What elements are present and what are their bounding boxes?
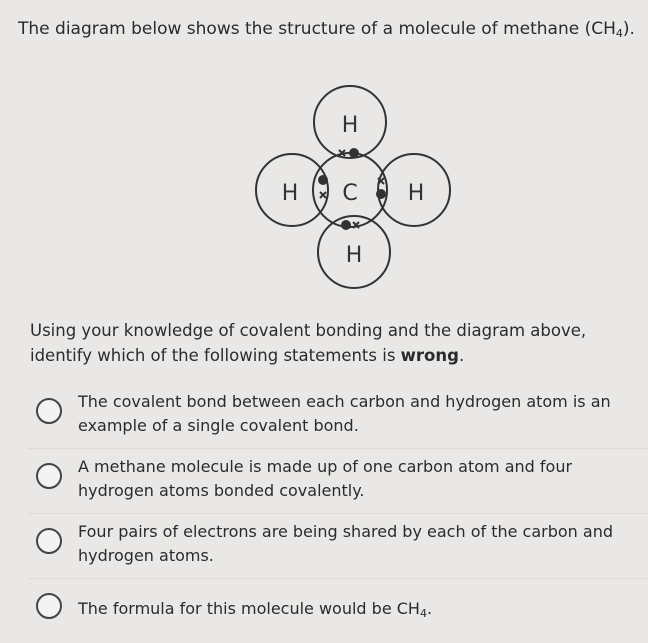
radio-button-1[interactable] (36, 398, 62, 424)
atom-label-center: C (342, 181, 358, 206)
radio-button-3[interactable] (36, 528, 62, 554)
atom-label-bottom: H (345, 243, 363, 268)
electron-pair-left (319, 176, 327, 198)
answer-options (28, 384, 648, 643)
option-4-subscript: 4 (419, 607, 427, 620)
atom-label-left: H (281, 181, 299, 206)
question-main: The diagram below shows the structure of a molecule of methane (CH (18, 19, 616, 39)
option-2[interactable] (28, 449, 648, 514)
question-end: ). (622, 19, 635, 39)
methane-diagram (252, 82, 462, 292)
atom-label-right: H (407, 181, 425, 206)
option-3[interactable] (28, 514, 648, 579)
option-1[interactable] (28, 384, 648, 449)
question-text (18, 18, 638, 40)
option-4-main: The formula for this molecule would be CH (78, 599, 420, 618)
atom-label-top: H (341, 113, 359, 138)
instruction-text (30, 318, 630, 368)
option-3-text: Four pairs of electrons are being shared by each of the carbon and hydrogen atoms. (78, 522, 613, 565)
option-4[interactable] (28, 579, 648, 643)
option-4-end: . (426, 599, 433, 618)
question-subscript: 4 (615, 27, 623, 40)
instruction-main: Using your knowledge of covalent bonding and the diagram above, identify which of the following statements is (30, 321, 587, 365)
radio-button-2[interactable] (36, 463, 62, 489)
instruction-end: . (458, 346, 465, 365)
option-4-text (78, 597, 638, 621)
option-2-text: A methane molecule is made up of one carbon atom and four hydrogen atoms bonded covalently. (78, 457, 573, 500)
radio-button-4[interactable] (36, 593, 62, 619)
option-1-text: The covalent bond between each carbon and hydrogen atom is an example of a single covalent bond. (78, 392, 611, 435)
instruction-emphasis: wrong (400, 346, 459, 365)
